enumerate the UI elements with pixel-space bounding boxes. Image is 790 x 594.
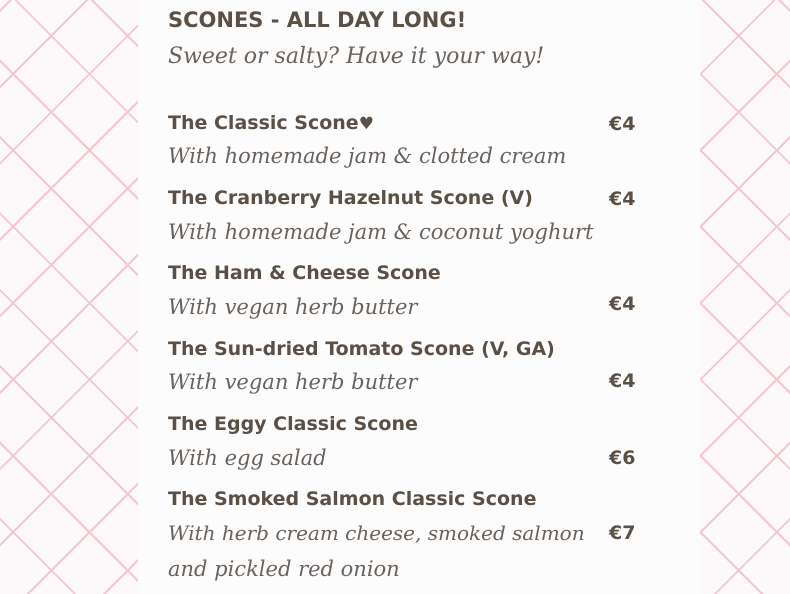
menu-item-description: With homemade jam & clotted cream [168, 144, 567, 168]
menu-item-description: With vegan herb butter [168, 295, 418, 319]
heart-icon: ♥ [358, 114, 374, 134]
menu-item-name: The Cranberry Hazelnut Scone (V) [168, 187, 533, 209]
menu-item-price: €4 [609, 113, 636, 135]
menu-item-price: €4 [609, 293, 636, 315]
menu-item-price: €4 [609, 370, 636, 392]
section-tagline: Sweet or salty? Have it your way! [168, 44, 545, 69]
menu-item-name: The Smoked Salmon Classic Scone [168, 488, 537, 510]
menu-item-description: With homemade jam & coconut yoghurt [168, 220, 594, 244]
menu-item-price: €6 [609, 447, 636, 469]
menu-item-price: €7 [609, 522, 636, 544]
menu-item-name: The Ham & Cheese Scone [168, 262, 441, 284]
menu-item-description: With vegan herb butter [168, 370, 418, 394]
menu-item-name: The Sun-dried Tomato Scone (V, GA) [168, 338, 555, 360]
section-title: SCONES - ALL DAY LONG! [168, 8, 467, 32]
menu-item-name: The Eggy Classic Scone [168, 413, 418, 435]
menu-item-description: With egg salad [168, 446, 327, 470]
menu-item-price: €4 [609, 188, 636, 210]
menu-item-description: With herb cream cheese, smoked salmon [168, 521, 585, 545]
menu-item-name [168, 112, 374, 134]
menu-item-name-text: The Classic Scone [168, 112, 359, 134]
menu-item-description-continued: and pickled red onion [168, 557, 400, 581]
